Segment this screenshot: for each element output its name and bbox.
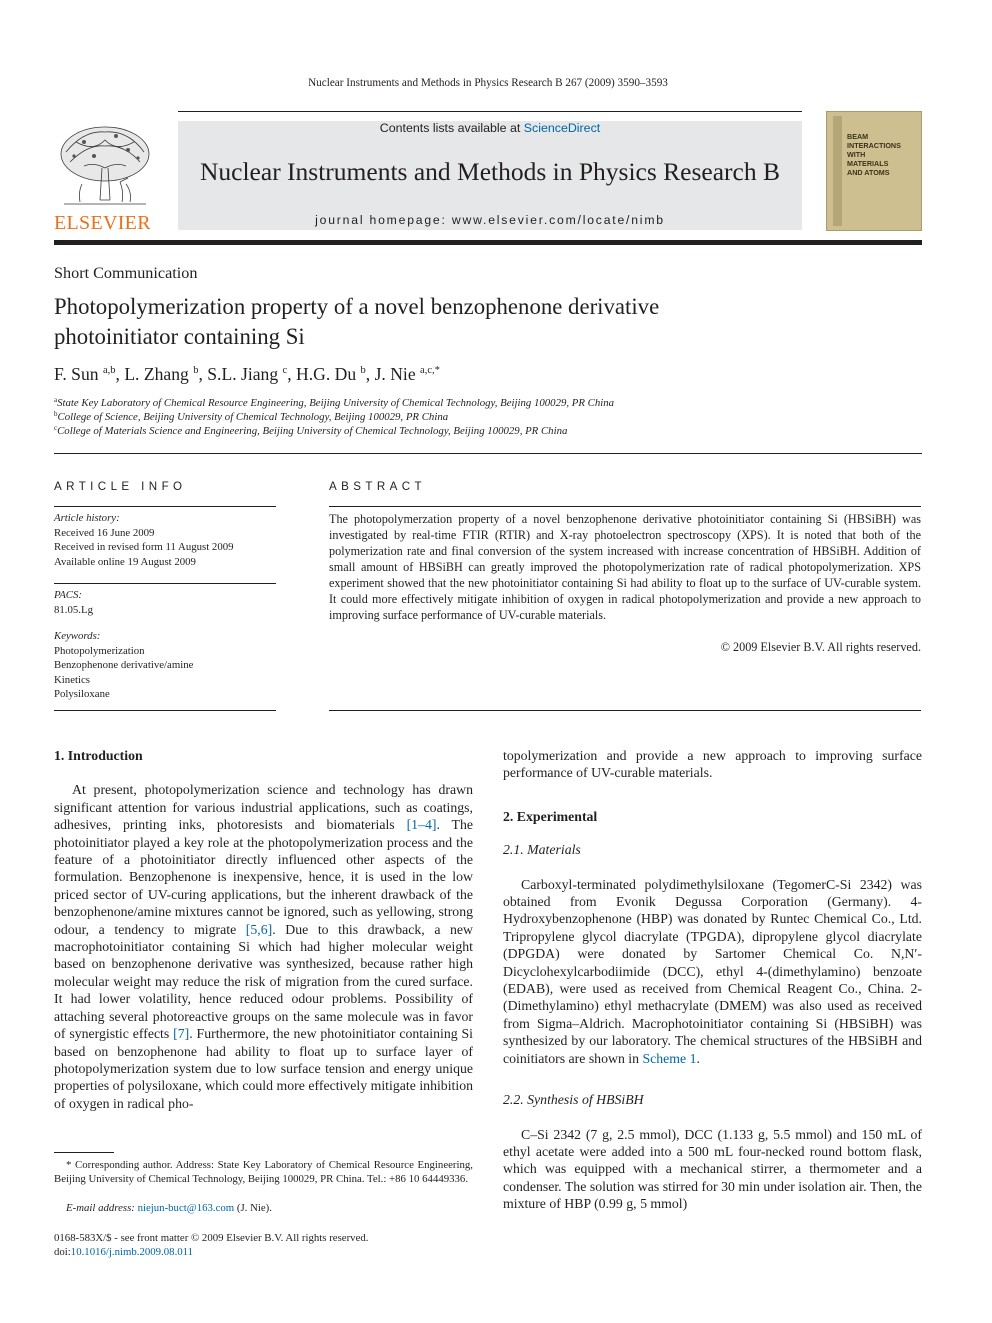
- keyword: Polysiloxane: [54, 688, 110, 700]
- citation-link[interactable]: [5,6]: [245, 921, 273, 937]
- keyword: Benzophenone derivative/amine: [54, 659, 194, 671]
- sciencedirect-link[interactable]: ScienceDirect: [523, 121, 601, 135]
- info-rule: [54, 583, 276, 584]
- author-sup: b: [193, 365, 199, 376]
- doi-prefix: doi:: [54, 1246, 71, 1258]
- corresponding-footnote: * Corresponding author. Address: State Key Laboratory of Chemical Resource Engineering, Beijing University of Chemical Technology, Beijing 100029, PR China. Tel.: +86 10 64449336.: [54, 1159, 473, 1186]
- journal-banner: [178, 121, 802, 230]
- intro-text: . The photoinitiator played a key role at the photopolymerization process and the feature of a photoinitiator directly influenced other aspects of the formulation. Benzophenone is inexpensive, hence, it is used in the low priced sector of UV-curing applications, but the inherent drawback of the benzophenone/amine mixtures cannot be ignored, such as yellowing, strong odour, a tendency to migrate: [54, 817, 473, 937]
- elsevier-logo[interactable]: [54, 122, 156, 234]
- revised-date: Received in revised form 11 August 2009: [54, 541, 234, 553]
- affil-sup: a: [54, 396, 58, 404]
- title-line: Photopolymerization property of a novel benzophenone derivative: [54, 294, 660, 319]
- received-date: Received 16 June 2009: [54, 526, 155, 539]
- materials-paragraph: [503, 876, 922, 1067]
- header-rule: [178, 111, 802, 112]
- affiliation: [54, 424, 567, 437]
- intro-text: At present, photopolymerization science and technology has drawn significant attention for various industrial applications, such as coatings, adhesives, printing inks, photoresists and biomaterials: [54, 782, 473, 833]
- pacs-block: [54, 588, 276, 617]
- publisher-name: ELSEVIER: [54, 212, 151, 234]
- author-sup: b: [360, 365, 366, 376]
- affil-text: College of Science, Beijing University of Chemical Technology, Beijing 100029, PR China: [57, 411, 449, 423]
- affiliation: [54, 410, 448, 423]
- affil-text: State Key Laboratory of Chemical Resource Engineering, Beijing University of Chemical Technology, Beijing 100029, PR China: [57, 397, 615, 409]
- affil-text: College of Materials Science and Engineering, Beijing University of Chemical Technology, Beijing 100029, PR China: [57, 425, 568, 437]
- intro-heading: 1. Introduction: [54, 748, 143, 763]
- journal-homepage[interactable]: journal homepage: www.elsevier.com/locate/nimb: [315, 213, 665, 227]
- cover-line: WITH: [847, 150, 866, 159]
- title-line: photoinitiator containing Si: [54, 324, 305, 349]
- abstract-rule: [329, 506, 921, 507]
- abstract-heading: ABSTRACT: [329, 480, 427, 493]
- author-list: F. Sun $^{a,b}$, L. Zhang $^b$, S.L. Jiang $^c$, H.G. Du $^b$, J. Nie $^{a,c,*}$: [54, 364, 440, 384]
- citation-link[interactable]: [7]: [173, 1026, 190, 1042]
- abstract-rule: [329, 710, 921, 711]
- doi-link[interactable]: 10.1016/j.nimb.2009.08.011: [70, 1246, 194, 1258]
- cover-text: [847, 132, 901, 177]
- info-rule: [54, 506, 276, 507]
- article-info-heading: ARTICLE INFO: [54, 480, 187, 493]
- author[interactable]: H.G. Du: [296, 364, 357, 384]
- affil-sup: b: [54, 410, 58, 418]
- right-column: [503, 747, 922, 1213]
- experimental-heading: 2. Experimental: [503, 808, 598, 824]
- synthesis-heading: 2.2. Synthesis of HBSiBH: [503, 1092, 644, 1108]
- author-sup: c: [282, 365, 288, 376]
- keywords-block: [54, 629, 276, 702]
- article-history: [54, 511, 276, 569]
- scheme-link[interactable]: Scheme 1: [642, 1050, 697, 1066]
- keyword: Photopolymerization: [54, 644, 145, 657]
- cover-line: INTERACTIONS: [847, 141, 901, 150]
- affil-rule: [54, 453, 922, 454]
- elsevier-tree-icon: [54, 122, 156, 210]
- affiliation: [54, 396, 614, 409]
- citation-link[interactable]: [1–4]: [406, 817, 437, 833]
- email-link[interactable]: niejun-buct@163.com: [137, 1202, 235, 1214]
- author[interactable]: L. Zhang: [124, 364, 189, 384]
- section-type: Short Communication: [54, 264, 198, 282]
- cover-line: AND ATOMS: [847, 168, 890, 177]
- running-head: Nuclear Instruments and Methods in Physics Research B 267 (2009) 3590–3593: [308, 77, 668, 89]
- left-column: [54, 747, 473, 1112]
- cover-line: BEAM: [847, 132, 869, 141]
- keyword: Kinetics: [54, 673, 90, 686]
- materials-text: Carboxyl-terminated polydimethylsiloxane (TegomerC-Si 2342) was obtained from Evonik Degussa Corporation (Germany). 4-Hydroxybenzophenone (HBP) was donated by Runtec Chemical Co., Ltd. Tripropylene glycol diacrylate (TPGDA), dipropylene glycol diacrylate (DPGDA) were donated by Sartomer Chemical Co. N,N′-Dicyclohexylcarbodiimide (DCC), ethyl 4-(dimethylamino) benzoate (EDAB), were used as received from Chemical Reagent Co., China. 2-(Dimethylamino) ethyl methacrylate (DMEM) was also used as received from Sigma–Aldrich. Macrophotoinitiator containing Si (HBSiBH) was synthesized by our laboratory. The chemical structures of the HBSiBH and coinitiators are shown in: [503, 876, 922, 1066]
- synthesis-paragraph: C–Si 2342 (7 g, 2.5 mmol), DCC (1.133 g, 5.5 mmol) and 150 mL of ethyl acetate were added into a 500 mL four-necked round bottom flask, which was equipped with a mechanical stirrer, a thermometer and a condenser. The solution was stirred for 30 min under isolation air. Then, the mixture of HBP (0.99 g, 5 mmol): [503, 1126, 922, 1212]
- materials-text: .: [696, 1050, 700, 1066]
- cover-strip: [833, 116, 842, 226]
- contents-prefix: Contents lists available at: [379, 121, 521, 135]
- journal-name: Nuclear Instruments and Methods in Physics Research B: [199, 157, 780, 186]
- issn-line: 0168-583X/$ - see front matter © 2009 Elsevier B.V. All rights reserved.: [54, 1232, 369, 1244]
- author[interactable]: S.L. Jiang: [207, 364, 279, 384]
- intro-continuation: topolymerization and provide a new approach to improving surface performance of UV-curable materials.: [503, 748, 922, 781]
- pacs-label: PACS:: [54, 589, 82, 601]
- abstract-text: The photopolymerzation property of a novel benzophenone derivative photoinitiator containing Si (HBSiBH) was investigated by real-time FTIR (RTIR) and X-ray photoelectron spectroscopy (XPS). It is noted that both of the polymerization rate and final conversion of the system increased with increase concentration of HBSiBH. Addition of small amount of HBSiBH can greatly improved the photopolymerization rate of radical photopolymerization. XPS experiment showed that the new photoinitiator containing Si had ability to float up to the surface of UV-curable system. It could more effectively mitigate inhibition of oxygen in radical photopolymerization and provide a new approach to improving surface performance of UV-curable materials.: [329, 512, 921, 622]
- online-date: Available online 19 August 2009: [54, 555, 196, 568]
- author-sup: a,c,*: [420, 365, 440, 376]
- journal-cover[interactable]: [826, 111, 922, 231]
- author[interactable]: J. Nie: [374, 364, 416, 384]
- materials-heading: 2.1. Materials: [503, 842, 581, 858]
- keywords-label: Keywords:: [54, 630, 101, 642]
- intro-text: . Due to this drawback, a new macrophotoinitiator containing Si which had higher molecular weight based on benzophenone derivative was synthesized, because rather high molecular weight may reduce the risk of migration from the cured surface. It had lower volatility, hence reduced odour problems. Possibility of attaching several photoreactive groups on the same molecule was in favor of synergistic effects: [54, 921, 474, 1042]
- email-footnote: [54, 1201, 473, 1215]
- cover-line: MATERIALS: [847, 159, 889, 168]
- history-label: Article history:: [54, 512, 120, 524]
- article-title: [54, 292, 914, 352]
- pacs-value: 81.05.Lg: [54, 603, 93, 616]
- email-label: E-mail address:: [66, 1202, 135, 1214]
- info-rule: [54, 710, 276, 711]
- footnote-rule: [54, 1152, 114, 1153]
- author[interactable]: F. Sun: [54, 364, 99, 384]
- doi-line: [54, 1245, 193, 1259]
- contents-line: [178, 121, 802, 135]
- masthead-rule: [54, 240, 922, 245]
- intro-paragraph: [54, 781, 473, 1112]
- intro-text: . Furthermore, the new photoinitiator containing Si based on benzophenone had ability to float up to surface layer of photopolymerization system due to low surface tension and energy unique properties of polysiloxane, which could more effectively mitigate inhibition of oxygen in radical pho-: [54, 1026, 473, 1111]
- author-sup: a,b: [102, 365, 116, 376]
- email-suffix: (J. Nie).: [234, 1202, 272, 1214]
- affil-sup: c: [54, 424, 58, 432]
- abstract-copyright: © 2009 Elsevier B.V. All rights reserved.: [720, 640, 921, 654]
